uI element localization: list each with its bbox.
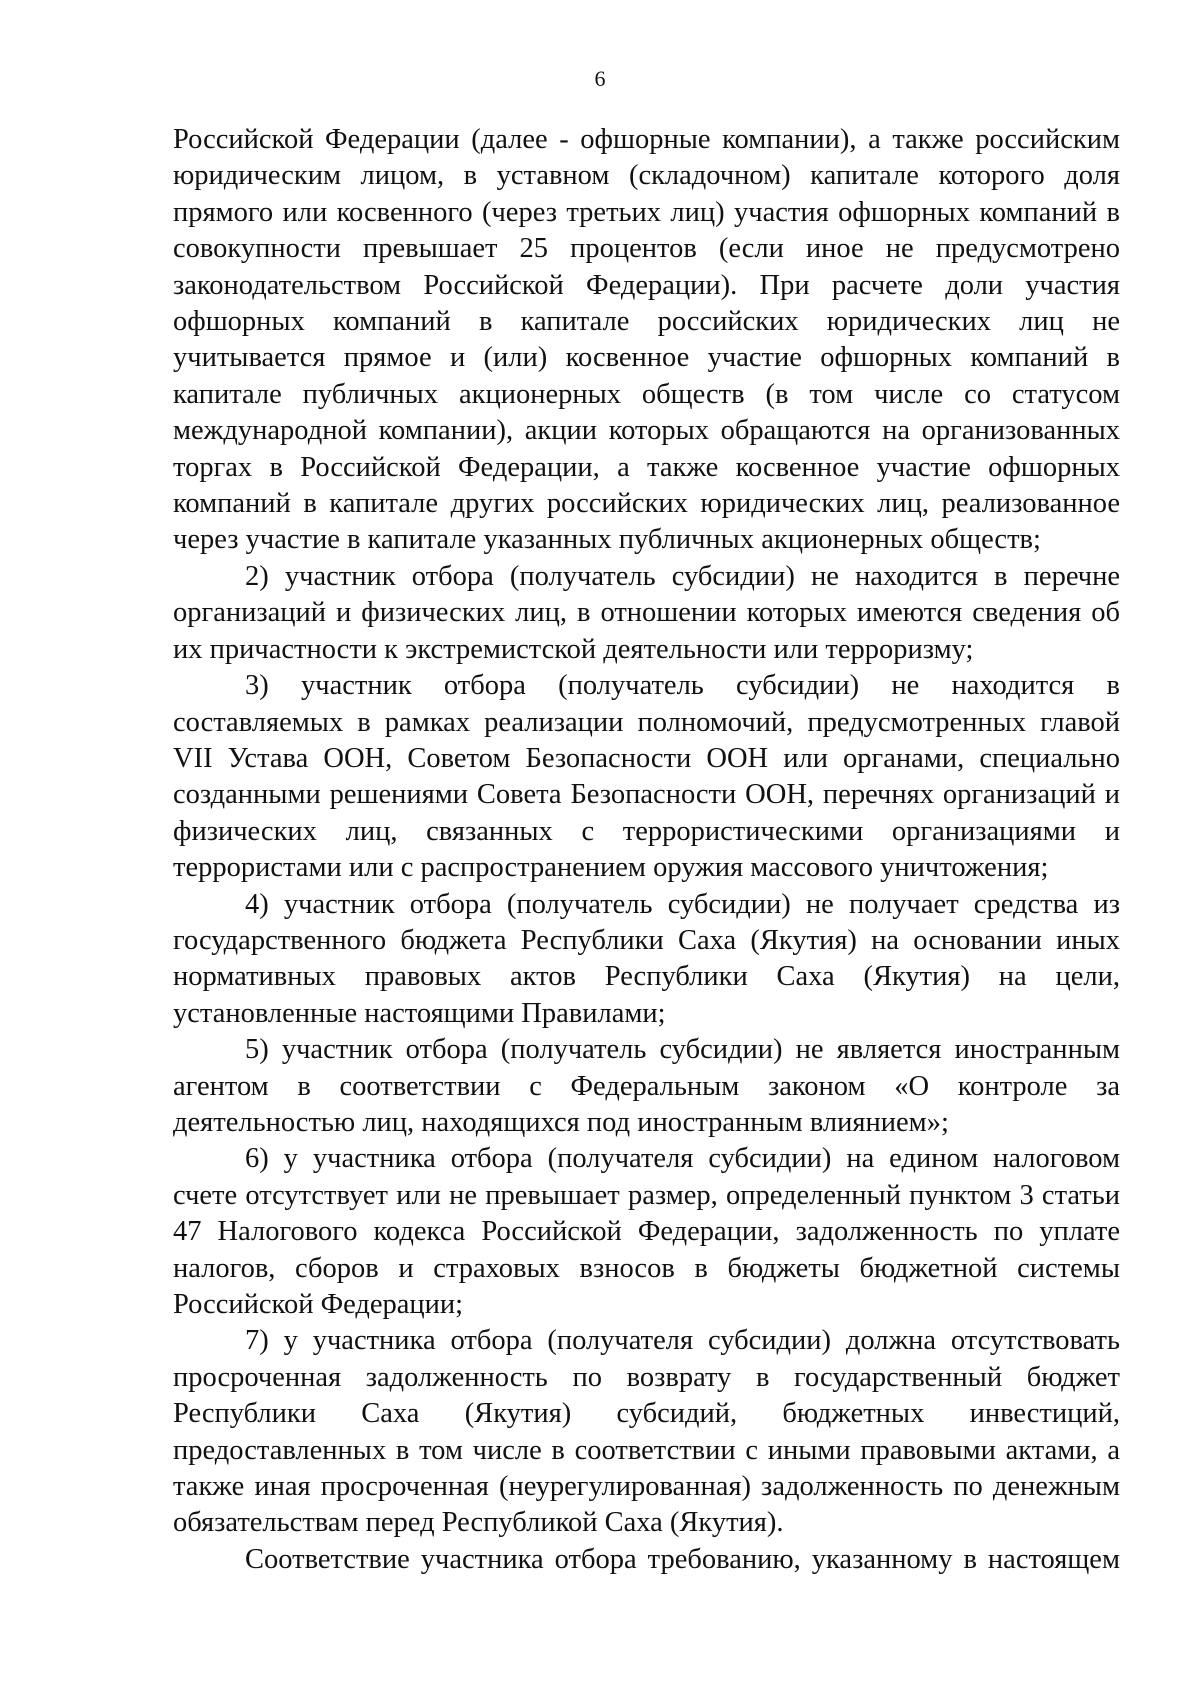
paragraph-item-2: 2) участник отбора (получатель субсидии) не находится в перечне организаций и физических лиц, в отношении которых имеются сведения об их причастности к экстремистской деятельности или терроризму; [173,560,1120,665]
page-number: 6 [594,66,606,91]
paragraph-item-4: 4) участник отбора (получатель субсидии) не получает средства из государственного бюджета Республики Саха (Якутия) на основании иных нормативных правовых актов Республики Саха (Якутия) на цели, установленные настоящими Правилами; [173,888,1120,1029]
paragraph-offshore-continuation: Российской Федерации (далее - офшорные компании), а также российским юридическим лицом, в уставном (складочном) капитале которого доля прямого или косвенного (через третьих лиц) участия офшорных компаний в совокупности превышает 25 процентов (если иное не предусмотрено законодательством Российской Федерации). При расчете доли участия офшорных компаний в капитале российских юридических лиц не учитывается прямое и (или) косвенное участие офшорных компаний в капитале публичных акционерных обществ (в том числе со статусом международной компании), акции которых обращаются на организованных торгах в Российской Федерации, а также косвенное участие офшорных компаний в капитале других российских юридических лиц, реализованное через участие в капитале указанных публичных акционерных обществ; [173,124,1120,556]
paragraph-item-5: 5) участник отбора (получатель субсидии) не является иностранным агентом в соответствии с Федеральным законом «О контроле за деятельностью лиц, находящихся под иностранным влиянием»; [173,1034,1120,1138]
document-body [173,122,1120,1578]
paragraph-compliance: Соответствие участника отбора требованию, указанному в настоящем [245,1543,1120,1575]
paragraph-item-3: 3) участник отбора (получатель субсидии) не находится в составляемых в рамках реализации полномочий, предусмотренных главой VII Устава ООН, Советом Безопасности ООН или органами, специально созданными решениями Совета Безопасности ООН, перечнях организаций и физических лиц, связанных с террористическими организациями и террористами или с распространением оружия массового уничтожения; [173,670,1120,884]
paragraph-item-6: 6) у участника отбора (получателя субсидии) на едином налоговом счете отсутствует или не превышает размер, определенный пунктом 3 статьи 47 Налогового кодекса Российской Федерации, задолженность по уплате налогов, сборов и страховых взносов в бюджеты бюджетной системы Российской Федерации; [173,1143,1120,1320]
paragraph-item-7: 7) у участника отбора (получателя субсидии) должна отсутствовать просроченная задолженность по возврату в государственный бюджет Республики Саха (Якутия) субсидий, бюджетных инвестиций, предоставленных в том числе в соответствии с иными правовыми актами, а также иная просроченная (неурегулированная) задолженность по денежным обязательствам перед Республикой Саха (Якутия). [173,1325,1120,1539]
